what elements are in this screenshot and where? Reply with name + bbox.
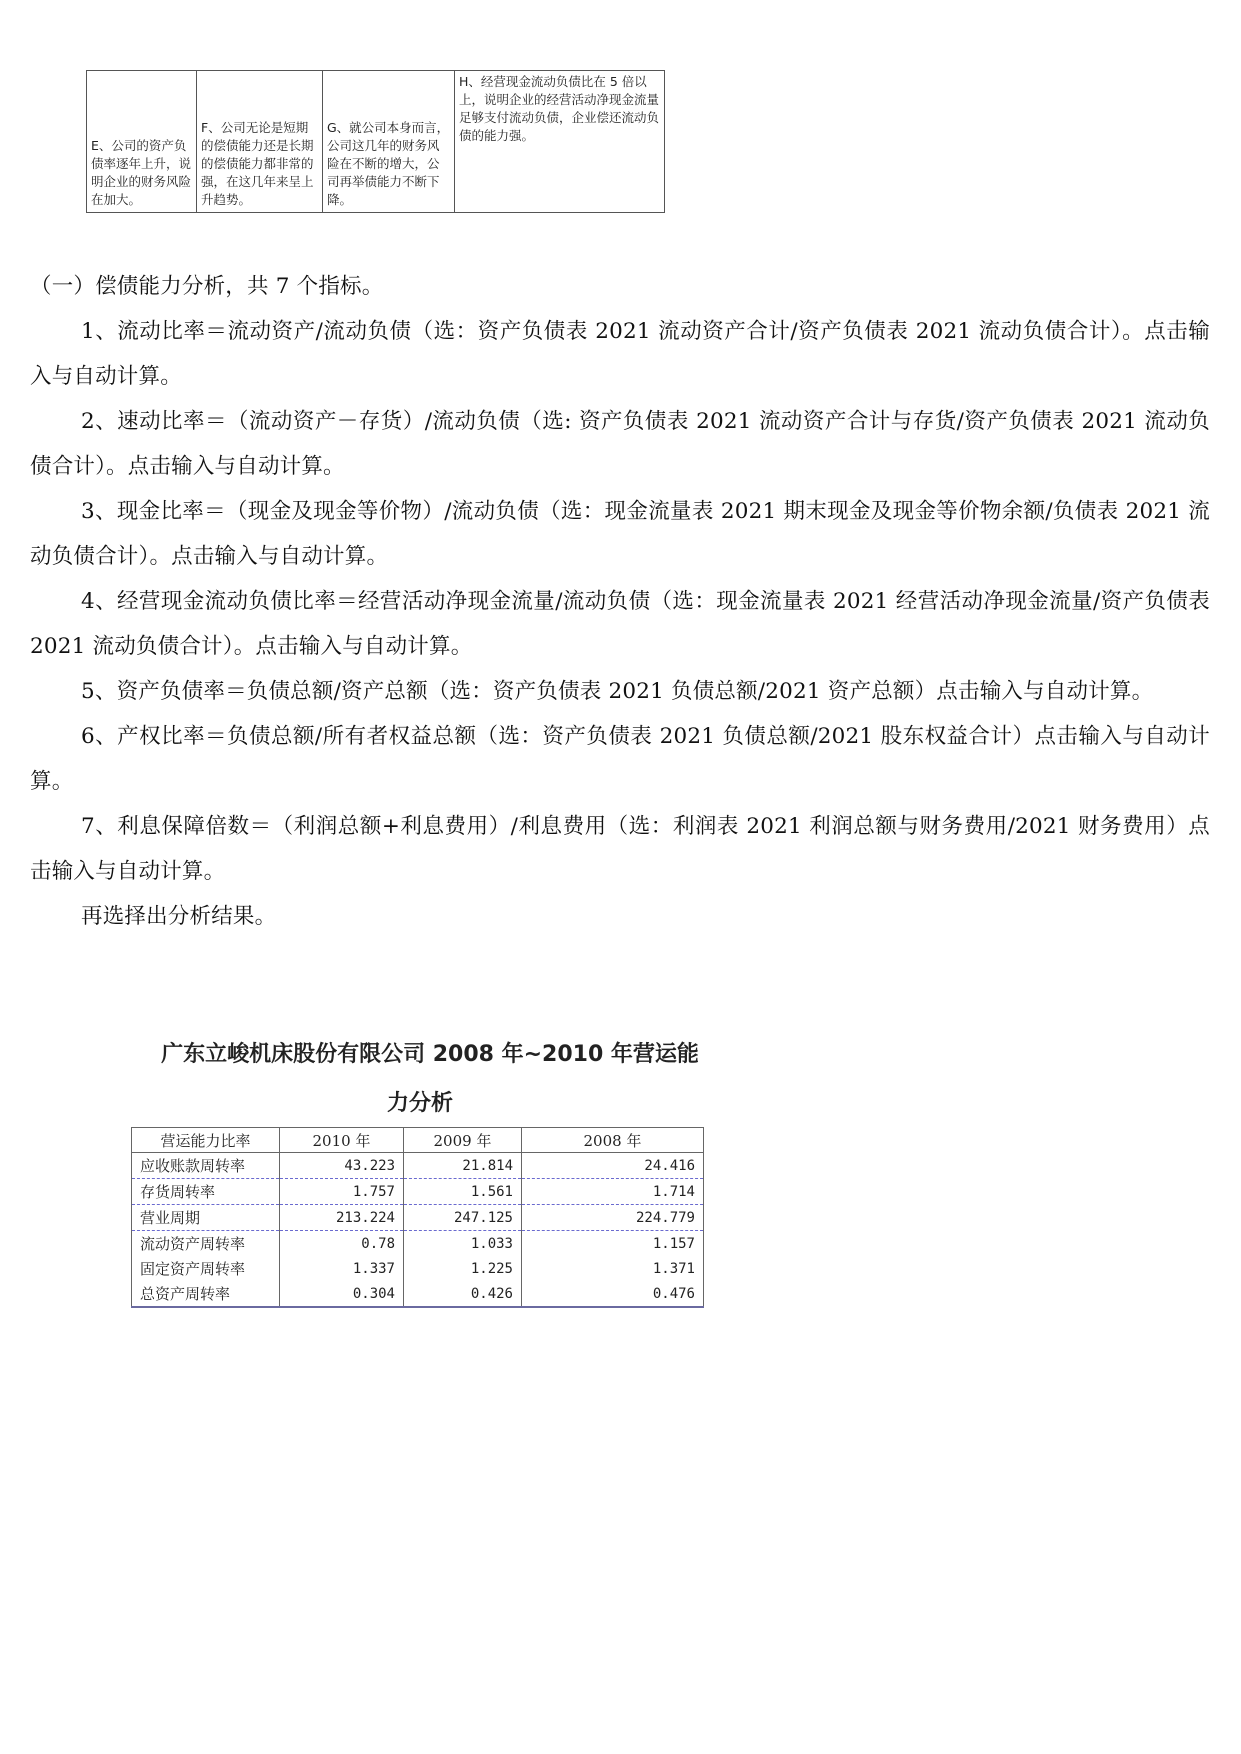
options-table — [86, 70, 665, 213]
operating-table-title-cont: 力分析 — [386, 1091, 453, 1116]
cell-2008: 1.371 — [522, 1256, 704, 1281]
operating-capacity-table — [131, 1127, 704, 1308]
options-row — [87, 71, 665, 213]
header-2010: 2010 年 — [280, 1128, 404, 1153]
cell-2010: 213.224 — [280, 1205, 404, 1231]
cell-2010: 0.304 — [280, 1281, 404, 1307]
indicator-operating-cash-ratio: 4、经营现金流动负债比率＝经营活动净现金流量/流动负债（选：现金流量表 2021 经营活动净现金流量/资产负债表 2021 流动负债合计）。点击输入与自动计算。 — [30, 589, 1210, 659]
indicator-debt-ratio: 5、资产负债率＝负债总额/资产总额（选：资产负债表 2021 负债总额/2021 资产总额）点击输入与自动计算。 — [81, 679, 1154, 704]
row-label: 固定资产周转率 — [132, 1256, 280, 1281]
solvency-section — [30, 264, 1210, 939]
indicator-cash-ratio: 3、现金比率＝（现金及现金等价物）/流动负债（选：现金流量表 2021 期末现金及现金等价物余额/负债表 2021 流动负债合计）。点击输入与自动计算。 — [30, 499, 1210, 569]
row-label: 流动资产周转率 — [132, 1231, 280, 1257]
cell-2009: 21.814 — [404, 1153, 522, 1179]
indicator-quick-ratio: 2、速动比率＝（流动资产－存货）/流动负债（选: 资产负债表 2021 流动资产合计与存货/资产负债表 2021 流动负债合计）。点击输入与自动计算。 — [30, 409, 1210, 479]
header-2008: 2008 年 — [522, 1128, 704, 1153]
cell-2010: 43.223 — [280, 1153, 404, 1179]
cell-2008: 1.714 — [522, 1179, 704, 1205]
row-label: 存货周转率 — [132, 1179, 280, 1205]
cell-2008: 24.416 — [522, 1153, 704, 1179]
cell-2009: 0.426 — [404, 1281, 522, 1307]
table-row — [132, 1205, 704, 1231]
table-row — [132, 1256, 704, 1281]
cell-2010: 0.78 — [280, 1231, 404, 1257]
table-row — [132, 1281, 704, 1307]
section-title: （一）偿债能力分析，共 7 个指标。 — [30, 274, 384, 299]
operating-table-title: 广东立峻机床股份有限公司 2008 年~2010 年营运能 — [161, 1042, 699, 1067]
closing-instruction: 再选择出分析结果。 — [81, 904, 277, 929]
cell-2010: 1.757 — [280, 1179, 404, 1205]
row-label: 应收账款周转率 — [132, 1153, 280, 1179]
table-row — [132, 1153, 704, 1179]
option-g: G、就公司本身而言，公司这几年的财务风险在不断的增大，公司再举债能力不断下降。 — [323, 71, 455, 213]
cell-2008: 1.157 — [522, 1231, 704, 1257]
table-header-row — [132, 1128, 704, 1153]
option-f: F、公司无论是短期的偿债能力还是长期的偿债能力都非常的强，在这几年来呈上升趋势。 — [197, 71, 323, 213]
option-e: E、公司的资产负债率逐年上升，说明企业的财务风险在加大。 — [87, 71, 197, 213]
row-label: 总资产周转率 — [132, 1281, 280, 1307]
indicator-equity-ratio: 6、产权比率＝负债总额/所有者权益总额（选：资产负债表 2021 负债总额/2021 股东权益合计）点击输入与自动计算。 — [30, 724, 1210, 794]
indicator-current-ratio: 1、流动比率＝流动资产/流动负债（选：资产负债表 2021 流动资产合计/资产负债表 2021 流动负债合计）。点击输入与自动计算。 — [30, 319, 1210, 389]
table-row — [132, 1179, 704, 1205]
table-row — [132, 1231, 704, 1257]
cell-2009: 1.225 — [404, 1256, 522, 1281]
row-label: 营业周期 — [132, 1205, 280, 1231]
cell-2008: 0.476 — [522, 1281, 704, 1307]
cell-2009: 1.033 — [404, 1231, 522, 1257]
option-h: H、经营现金流动负债比在 5 倍以上，说明企业的经营活动净现金流量足够支付流动负债，企业偿还流动负债的能力强。 — [455, 71, 665, 213]
cell-2009: 247.125 — [404, 1205, 522, 1231]
cell-2008: 224.779 — [522, 1205, 704, 1231]
header-ratio: 营运能力比率 — [132, 1128, 280, 1153]
indicator-interest-coverage: 7、利息保障倍数＝（利润总额+利息费用）/利息费用（选：利润表 2021 利润总额与财务费用/2021 财务费用）点击输入与自动计算。 — [30, 814, 1210, 884]
cell-2010: 1.337 — [280, 1256, 404, 1281]
cell-2009: 1.561 — [404, 1179, 522, 1205]
header-2009: 2009 年 — [404, 1128, 522, 1153]
